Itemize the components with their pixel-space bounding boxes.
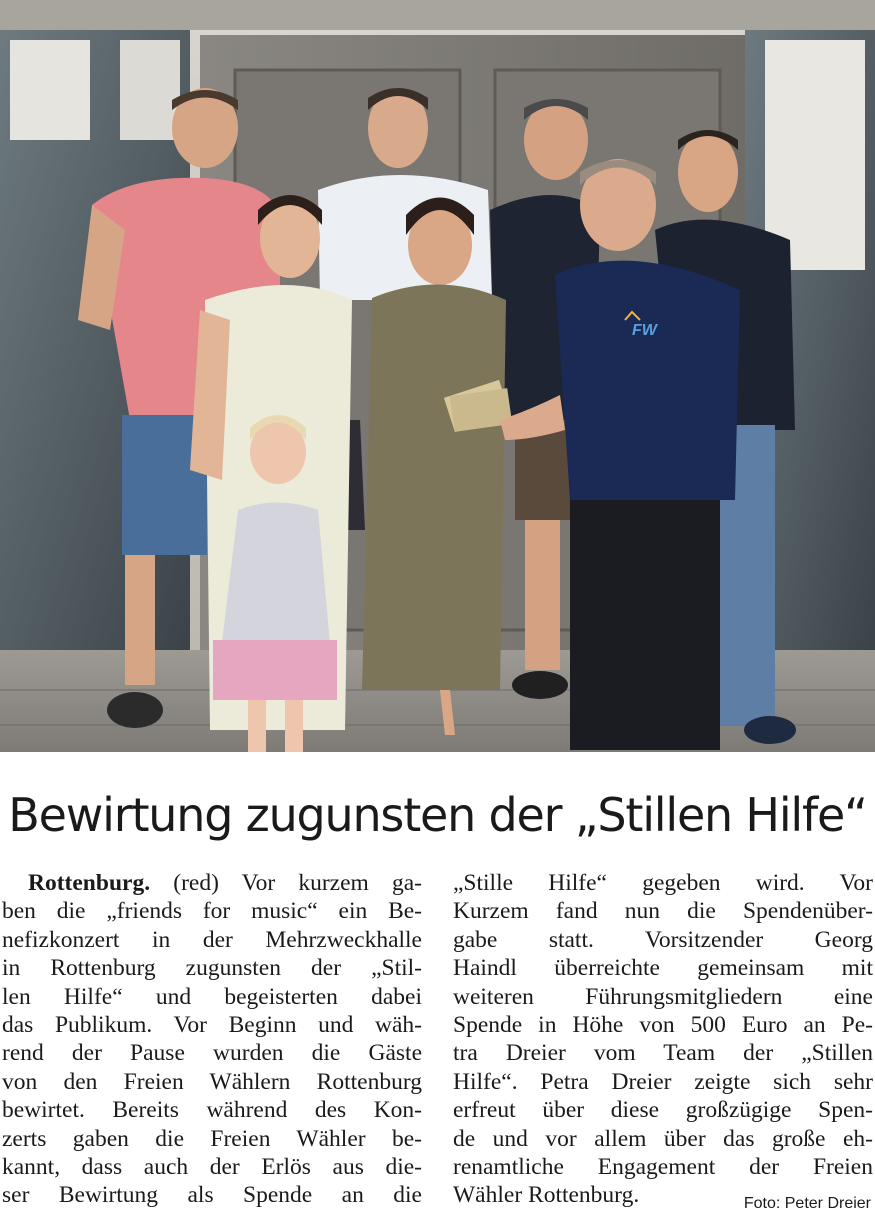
article-line: erfreut über diese großzügige Spen- <box>453 1097 873 1124</box>
article-line: in Rottenburg zugunsten der „Stil- <box>2 955 422 982</box>
article-line: kannt, dass auch der Erlös aus die- <box>2 1153 422 1180</box>
article-line: Hilfe“. Petra Dreier zeigte sich sehr <box>453 1068 873 1095</box>
article-line: Spende in Höhe von 500 Euro an Pe- <box>453 1011 873 1038</box>
article-line: tra Dreier vom Team der „Stillen <box>453 1040 873 1067</box>
article-line: len Hilfe“ und begeisterten dabei <box>2 983 422 1010</box>
article-column-right <box>453 869 873 1210</box>
article-line: das Publikum. Vor Beginn und wäh- <box>2 1011 422 1038</box>
article-line: de und vor allem über das große eh- <box>453 1125 873 1152</box>
article-line: renamtliche Engagement der Freien <box>453 1153 873 1180</box>
article-line: rend der Pause wurden die Gäste <box>2 1040 422 1067</box>
article-line: „Stille Hilfe“ gegeben wird. Vor <box>453 870 873 896</box>
article-line: nefizkonzert in der Mehrzweckhalle <box>2 926 422 953</box>
article-line: bewirtet. Bereits während des Kon- <box>2 1097 422 1124</box>
article-line: weiteren Führungsmitgliedern eine <box>453 983 873 1010</box>
article-line: gabe statt. Vorsitzender Georg <box>453 926 873 953</box>
article-dateline: Rottenburg. <box>28 870 151 896</box>
article-line: ben die „friends for music“ ein Be- <box>2 898 422 925</box>
article-line: Kurzem fand nun die Spendenüber- <box>453 898 873 925</box>
article-line: Wähler Rottenburg. <box>453 1182 640 1209</box>
article-line-text: (red) Vor kurzem ga- <box>150 870 422 896</box>
article-line: von den Freien Wählern Rottenburg <box>2 1068 422 1095</box>
article-line <box>2 869 422 897</box>
article-column-left <box>2 869 422 1210</box>
article-line: ser Bewirtung als Spende an die <box>2 1182 422 1209</box>
photo-credit: Foto: Peter Dreier <box>743 1195 871 1212</box>
shirt-logo: FW <box>632 322 657 339</box>
article-line: Haindl überreichte gemeinsam mit <box>453 955 873 982</box>
article-line: zerts gaben die Freien Wähler be- <box>2 1125 422 1152</box>
article-headline: Bewirtung zugunsten der „Stillen Hilfe“ <box>8 788 867 842</box>
